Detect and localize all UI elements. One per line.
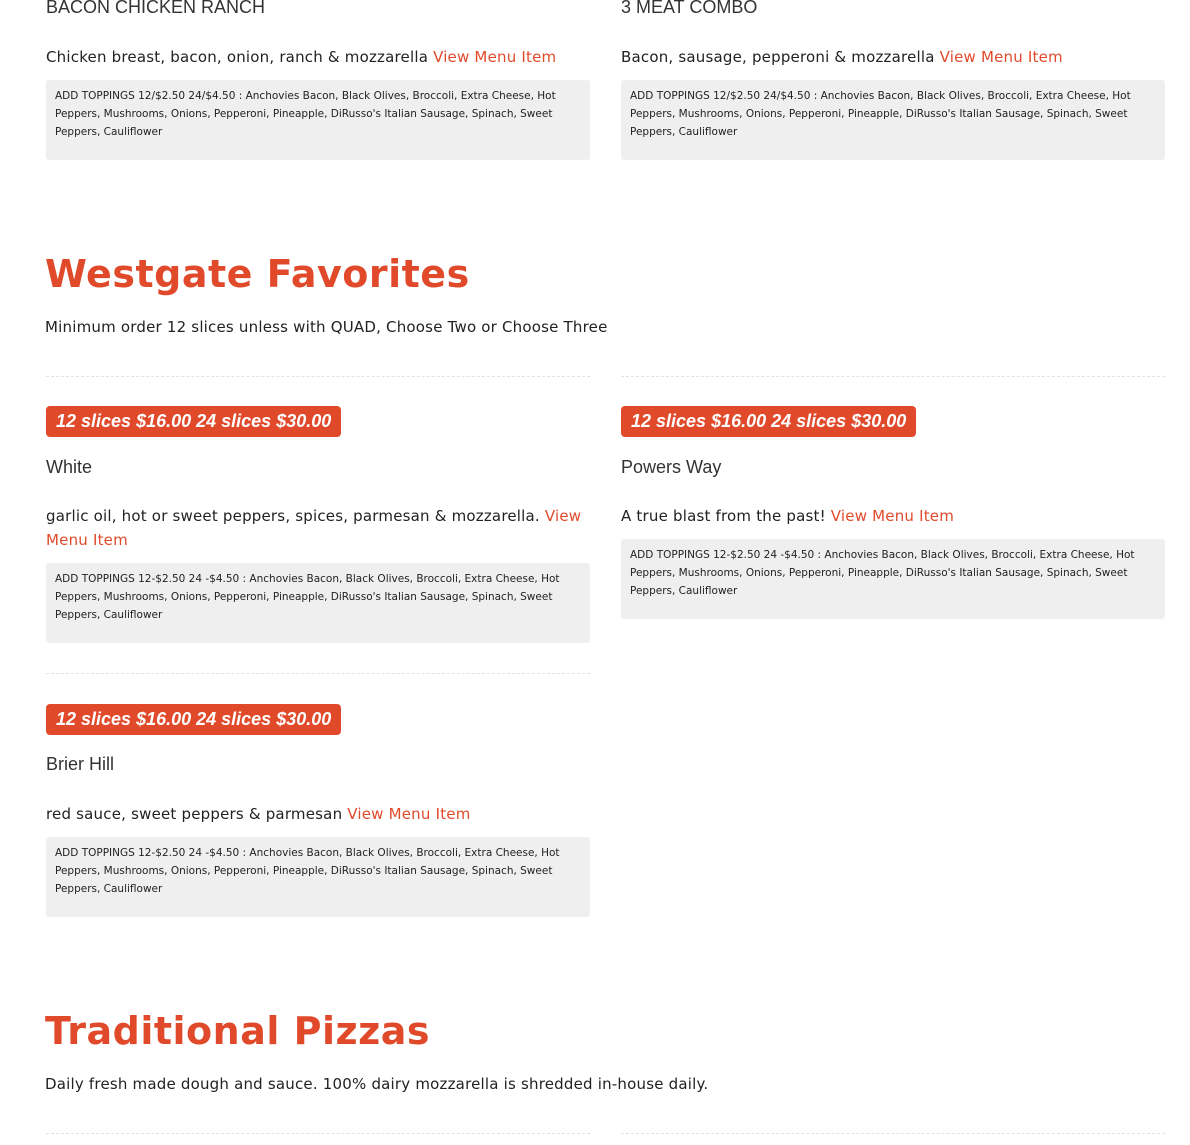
- section-title-westgate: Westgate Favorites: [45, 252, 470, 296]
- item-title: Brier Hill: [46, 754, 115, 774]
- description-text: A true blast from the past!: [621, 507, 826, 525]
- toppings-box: ADD TOPPINGS 12-$2.50 24 -$4.50 : Anchovies Bacon, Black Olives, Broccoli, Extra Cheese, Hot Peppers, Mushrooms, Onions, Pepperoni, Pineapple, DiRusso's Italian Sausage, Spinach, Sweet Peppers, Cauliflower: [46, 563, 590, 643]
- toppings-box: ADD TOPPINGS 12/$2.50 24/$4.50 : Anchovies Bacon, Black Olives, Broccoli, Extra Cheese, Hot Peppers, Mushrooms, Onions, Pepperoni, Pineapple, DiRusso's Italian Sausage, Spinach, Sweet Peppers, Cauliflower: [46, 80, 590, 160]
- view-menu-item-link[interactable]: View Menu Item: [830, 507, 955, 525]
- description-text: garlic oil, hot or sweet peppers, spices, parmesan & mozzarella.: [46, 507, 540, 525]
- divider: [621, 376, 1165, 377]
- item-description: [46, 504, 590, 552]
- description-text: Bacon, sausage, pepperoni & mozzarella: [621, 48, 935, 66]
- item-description: [46, 45, 591, 69]
- price-badge: 12 slices $16.00 24 slices $30.00: [46, 704, 341, 735]
- price-badge: 12 slices $16.00 24 slices $30.00: [46, 406, 341, 437]
- item-title: Powers Way: [621, 457, 722, 477]
- section-description: Daily fresh made dough and sauce. 100% dairy mozzarella is shredded in-house daily.: [45, 1075, 709, 1093]
- item-description: [621, 45, 1166, 69]
- view-menu-item-link[interactable]: View Menu Item: [46, 507, 582, 549]
- description-text: Chicken breast, bacon, onion, ranch & mozzarella: [46, 48, 429, 66]
- divider: [46, 673, 590, 674]
- divider: [46, 376, 590, 377]
- section-title-traditional: Traditional Pizzas: [45, 1009, 430, 1053]
- divider: [621, 1133, 1165, 1134]
- price-badge: 12 slices $16.00 24 slices $30.00: [621, 406, 916, 437]
- toppings-box: ADD TOPPINGS 12/$2.50 24/$4.50 : Anchovies Bacon, Black Olives, Broccoli, Extra Cheese, Hot Peppers, Mushrooms, Onions, Pepperoni, Pineapple, DiRusso's Italian Sausage, Spinach, Sweet Peppers, Cauliflower: [621, 80, 1165, 160]
- item-title: BACON CHICKEN RANCH: [46, 0, 266, 17]
- item-description: [46, 802, 590, 826]
- toppings-box: ADD TOPPINGS 12-$2.50 24 -$4.50 : Anchovies Bacon, Black Olives, Broccoli, Extra Cheese, Hot Peppers, Mushrooms, Onions, Pepperoni, Pineapple, DiRusso's Italian Sausage, Spinach, Sweet Peppers, Cauliflower: [621, 539, 1165, 619]
- item-description: [621, 504, 1165, 528]
- section-description: Minimum order 12 slices unless with QUAD, Choose Two or Choose Three: [45, 318, 608, 336]
- view-menu-item-link[interactable]: View Menu Item: [347, 805, 471, 823]
- item-title: 3 MEAT COMBO: [621, 0, 758, 17]
- view-menu-item-link[interactable]: View Menu Item: [939, 48, 1063, 66]
- divider: [46, 1133, 590, 1134]
- item-title: White: [46, 457, 93, 477]
- toppings-box: ADD TOPPINGS 12-$2.50 24 -$4.50 : Anchovies Bacon, Black Olives, Broccoli, Extra Cheese, Hot Peppers, Mushrooms, Onions, Pepperoni, Pineapple, DiRusso's Italian Sausage, Spinach, Sweet Peppers, Cauliflower: [46, 837, 590, 917]
- description-text: red sauce, sweet peppers & parmesan: [46, 805, 343, 823]
- view-menu-item-link[interactable]: View Menu Item: [433, 48, 557, 66]
